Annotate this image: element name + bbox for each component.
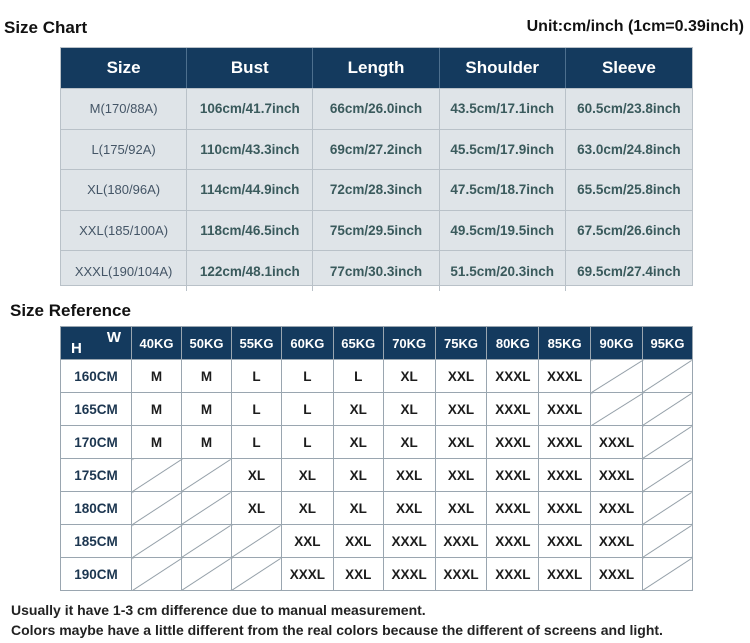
- recommended-size-cell: XXXL: [591, 525, 643, 558]
- recommended-size-cell: XL: [281, 459, 333, 492]
- weight-header: 70KG: [383, 327, 435, 360]
- recommended-size-cell: XXXL: [383, 558, 435, 591]
- recommended-size-cell: L: [281, 393, 333, 426]
- recommended-size-cell: M: [181, 426, 231, 459]
- footnote-colors: Colors maybe have a little different from the real colors because the different of screens and light.: [11, 622, 663, 638]
- recommended-size-cell: XXXL: [539, 492, 591, 525]
- measurement-cell: 69cm/27.2inch: [313, 130, 439, 170]
- recommended-size-cell: L: [333, 360, 383, 393]
- weight-axis-label: W: [106, 329, 121, 346]
- recommended-size-cell: XXXL: [539, 360, 591, 393]
- size-reference-row: [61, 393, 693, 426]
- measurement-cell: 118cm/46.5inch: [187, 211, 313, 251]
- empty-cell: [642, 459, 692, 492]
- recommended-size-cell: L: [231, 426, 281, 459]
- header-sleeve: Sleeve: [601, 58, 656, 77]
- size-chart-row: [61, 169, 692, 210]
- empty-cell: [181, 492, 231, 525]
- recommended-size-cell: XXXL: [487, 492, 539, 525]
- recommended-size-cell: L: [281, 426, 333, 459]
- size-reference-row: [61, 360, 693, 393]
- size-chart-header: [61, 48, 692, 88]
- recommended-size-cell: XXL: [383, 492, 435, 525]
- height-cell: 180CM: [61, 492, 132, 525]
- header-shoulder: Shoulder: [440, 48, 566, 88]
- weight-header: 75KG: [435, 327, 487, 360]
- height-cell: 160CM: [61, 360, 132, 393]
- measurement-cell: 49.5cm/19.5inch: [440, 211, 566, 251]
- recommended-size-cell: XXL: [383, 459, 435, 492]
- recommended-size-cell: XXL: [435, 426, 487, 459]
- recommended-size-cell: XL: [333, 426, 383, 459]
- height-cell: 175CM: [61, 459, 132, 492]
- header-bust: Bust: [187, 48, 313, 88]
- weight-header: 55KG: [231, 327, 281, 360]
- weight-header: 80KG: [487, 327, 539, 360]
- recommended-size-cell: XXXL: [487, 426, 539, 459]
- empty-cell: [231, 525, 281, 558]
- recommended-size-cell: XXXL: [383, 525, 435, 558]
- weight-header: 50KG: [181, 327, 231, 360]
- recommended-size-cell: XXXL: [591, 558, 643, 591]
- recommended-size-cell: XL: [333, 492, 383, 525]
- recommended-size-cell: XL: [333, 459, 383, 492]
- empty-cell: [132, 558, 182, 591]
- size-chart-table: [60, 47, 693, 286]
- size-reference-table: [60, 326, 693, 591]
- recommended-size-cell: M: [132, 360, 182, 393]
- recommended-size-cell: XXXL: [539, 459, 591, 492]
- size-reference-title: Size Reference: [10, 301, 131, 320]
- height-cell: 190CM: [61, 558, 132, 591]
- measurement-cell: 63.0cm/24.8inch: [577, 141, 681, 157]
- footnote-measurement: Usually it have 1-3 cm difference due to manual measurement.: [11, 602, 426, 618]
- height-cell: 170CM: [61, 426, 132, 459]
- empty-cell: [132, 459, 182, 492]
- empty-cell: [642, 525, 692, 558]
- recommended-size-cell: XL: [333, 393, 383, 426]
- empty-cell: [181, 558, 231, 591]
- size-chart-row: [61, 250, 692, 291]
- recommended-size-cell: XXXL: [539, 426, 591, 459]
- recommended-size-cell: M: [181, 360, 231, 393]
- measurement-cell: 106cm/41.7inch: [187, 89, 313, 129]
- recommended-size-cell: XL: [383, 393, 435, 426]
- size-reference-row: [61, 492, 693, 525]
- size-chart-row: [61, 210, 692, 251]
- empty-cell: [591, 393, 643, 426]
- empty-cell: [642, 393, 692, 426]
- recommended-size-cell: M: [132, 426, 182, 459]
- header-length: Length: [313, 48, 439, 88]
- size-cell: XL(180/96A): [61, 170, 187, 210]
- empty-cell: [642, 558, 692, 591]
- measurement-cell: 65.5cm/25.8inch: [577, 182, 681, 198]
- empty-cell: [591, 360, 643, 393]
- empty-cell: [642, 360, 692, 393]
- recommended-size-cell: XXXL: [435, 558, 487, 591]
- height-cell: 185CM: [61, 525, 132, 558]
- recommended-size-cell: XXXL: [435, 525, 487, 558]
- unit-note: Unit:cm/inch (1cm=0.39inch): [526, 18, 744, 35]
- measurement-cell: 67.5cm/26.6inch: [577, 223, 681, 239]
- recommended-size-cell: M: [132, 393, 182, 426]
- recommended-size-cell: XXXL: [487, 459, 539, 492]
- weight-header: 60KG: [281, 327, 333, 360]
- empty-cell: [231, 558, 281, 591]
- recommended-size-cell: L: [281, 360, 333, 393]
- measurement-cell: 110cm/43.3inch: [187, 130, 313, 170]
- recommended-size-cell: XXL: [281, 525, 333, 558]
- empty-cell: [132, 525, 182, 558]
- recommended-size-cell: XXXL: [539, 393, 591, 426]
- size-cell: XXXL(190/104A): [61, 251, 187, 291]
- size-reference-row: [61, 558, 693, 591]
- recommended-size-cell: XXXL: [487, 360, 539, 393]
- recommended-size-cell: L: [231, 393, 281, 426]
- height-cell: 165CM: [61, 393, 132, 426]
- recommended-size-cell: XXL: [435, 393, 487, 426]
- weight-header: 40KG: [132, 327, 182, 360]
- corner-cell: [61, 327, 132, 360]
- empty-cell: [181, 525, 231, 558]
- measurement-cell: 60.5cm/23.8inch: [577, 101, 681, 117]
- measurement-cell: 47.5cm/18.7inch: [440, 170, 566, 210]
- recommended-size-cell: XXL: [435, 492, 487, 525]
- size-reference-row: [61, 426, 693, 459]
- measurement-cell: 45.5cm/17.9inch: [440, 130, 566, 170]
- measurement-cell: 77cm/30.3inch: [313, 251, 439, 291]
- measurement-cell: 66cm/26.0inch: [313, 89, 439, 129]
- size-chart-title: Size Chart: [4, 18, 88, 37]
- weight-header: 90KG: [591, 327, 643, 360]
- recommended-size-cell: XL: [383, 360, 435, 393]
- weight-header: 85KG: [539, 327, 591, 360]
- recommended-size-cell: XL: [231, 459, 281, 492]
- empty-cell: [132, 492, 182, 525]
- empty-cell: [642, 492, 692, 525]
- header-size: Size: [61, 48, 187, 88]
- recommended-size-cell: XXL: [333, 525, 383, 558]
- measurement-cell: 43.5cm/17.1inch: [440, 89, 566, 129]
- empty-cell: [181, 459, 231, 492]
- size-reference-row: [61, 525, 693, 558]
- height-axis-label: H: [71, 340, 82, 357]
- recommended-size-cell: XXXL: [591, 459, 643, 492]
- recommended-size-cell: XXL: [435, 360, 487, 393]
- recommended-size-cell: XXXL: [487, 393, 539, 426]
- recommended-size-cell: XXXL: [539, 558, 591, 591]
- measurement-cell: 122cm/48.1inch: [187, 251, 313, 291]
- measurement-cell: 114cm/44.9inch: [187, 170, 313, 210]
- size-cell: L(175/92A): [61, 130, 187, 170]
- recommended-size-cell: XXXL: [591, 426, 643, 459]
- size-chart-row: [61, 88, 692, 129]
- recommended-size-cell: XXXL: [487, 525, 539, 558]
- size-chart-row: [61, 129, 692, 170]
- recommended-size-cell: XL: [231, 492, 281, 525]
- recommended-size-cell: XL: [383, 426, 435, 459]
- size-reference-row: [61, 459, 693, 492]
- measurement-cell: 51.5cm/20.3inch: [440, 251, 566, 291]
- weight-header: 95KG: [642, 327, 692, 360]
- recommended-size-cell: XXL: [333, 558, 383, 591]
- recommended-size-cell: XXL: [435, 459, 487, 492]
- recommended-size-cell: XXXL: [591, 492, 643, 525]
- recommended-size-cell: XL: [281, 492, 333, 525]
- recommended-size-cell: XXXL: [281, 558, 333, 591]
- measurement-cell: 69.5cm/27.4inch: [577, 263, 681, 279]
- empty-cell: [642, 426, 692, 459]
- recommended-size-cell: L: [231, 360, 281, 393]
- recommended-size-cell: XXXL: [539, 525, 591, 558]
- measurement-cell: 75cm/29.5inch: [313, 211, 439, 251]
- recommended-size-cell: M: [181, 393, 231, 426]
- recommended-size-cell: XXXL: [487, 558, 539, 591]
- size-cell: M(170/88A): [61, 89, 187, 129]
- size-cell: XXL(185/100A): [61, 211, 187, 251]
- measurement-cell: 72cm/28.3inch: [313, 170, 439, 210]
- weight-header: 65KG: [333, 327, 383, 360]
